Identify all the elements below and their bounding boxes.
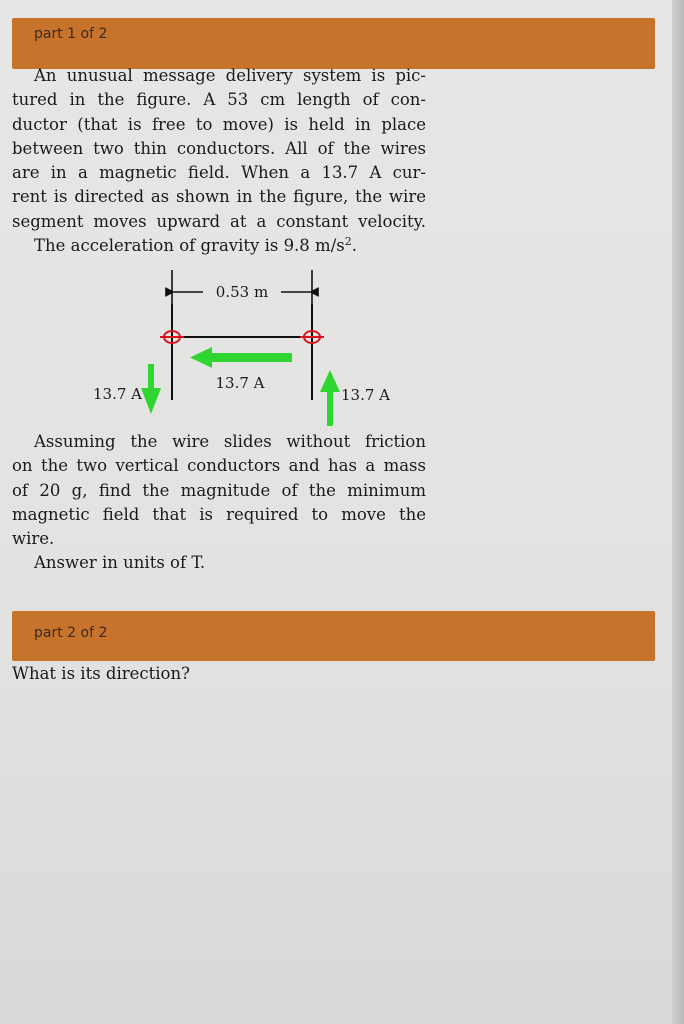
right-current-arrow-shaft xyxy=(327,390,333,426)
middle-current-arrow-head xyxy=(190,347,212,368)
page-edge xyxy=(672,0,684,1024)
circuit-figure xyxy=(60,262,420,432)
right-current-arrow-head xyxy=(320,370,340,392)
right-current-label: 13.7 A xyxy=(341,386,390,404)
question-line: wire. xyxy=(12,529,55,549)
intro-line: tured in the figure. A 53 cm length of con- xyxy=(12,90,426,110)
left-current-arrow-shaft xyxy=(148,364,154,390)
gravity-exponent: 2 xyxy=(344,235,352,249)
part-2-header xyxy=(12,611,655,661)
gravity-text: The acceleration of gravity is 9.8 m/s xyxy=(34,236,345,256)
part-2-question: What is its direction? xyxy=(12,664,190,683)
middle-current-arrow-shaft xyxy=(210,353,292,362)
left-current-arrow-head xyxy=(141,388,161,414)
intro-line: rent is directed as shown in the figure, the wire xyxy=(12,187,426,207)
gravity-period: . xyxy=(351,236,357,256)
problem-intro xyxy=(12,64,426,258)
question-line: of 20 g, find the magnitude of the minimum xyxy=(12,480,426,500)
part-1-header xyxy=(12,18,655,69)
question-line: magnetic field that is required to move the xyxy=(12,504,426,524)
answer-units: Answer in units of T. xyxy=(34,553,206,573)
question-line: on the two vertical conductors and has a mass xyxy=(12,456,426,476)
problem-question xyxy=(12,430,426,576)
question-line: Assuming the wire slides without friction xyxy=(34,432,426,451)
intro-line: An unusual message delivery system is pic- xyxy=(34,66,426,85)
width-label: 0.53 m xyxy=(215,283,269,301)
middle-current-label: 13.7 A xyxy=(215,374,265,392)
intro-line: ductor (that is free to move) is held in place xyxy=(12,114,426,134)
part-1-label: part 1 of 2 xyxy=(34,26,108,42)
part-2-label: part 2 of 2 xyxy=(34,625,108,641)
left-current-label: 13.7 A xyxy=(93,385,142,403)
intro-line: between two thin conductors. All of the wires xyxy=(12,138,426,158)
intro-line: are in a magnetic field. When a 13.7 A cur- xyxy=(12,163,426,183)
gravity-line xyxy=(12,234,426,258)
intro-line: segment moves upward at a constant velocity. xyxy=(12,211,426,231)
